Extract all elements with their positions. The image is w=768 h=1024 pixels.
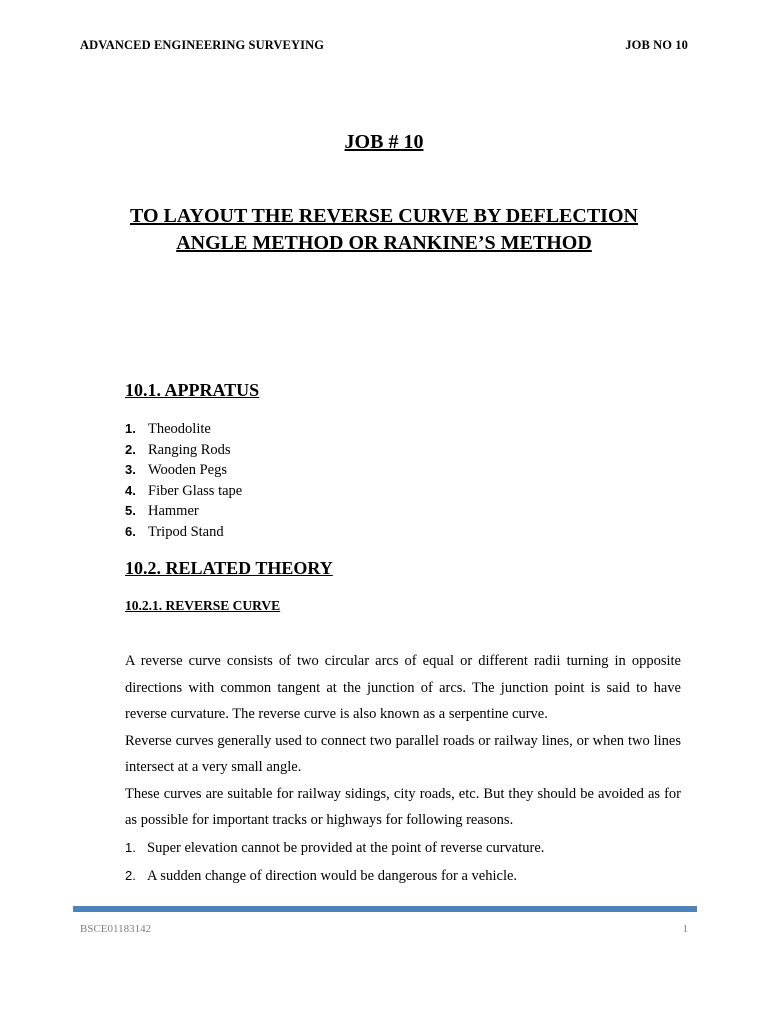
list-item: [125, 862, 681, 890]
document-title-line-1: TO LAYOUT THE REVERSE CURVE BY DEFLECTION: [130, 205, 638, 227]
page-number: 1: [682, 923, 688, 935]
apparatus-list: [125, 419, 242, 542]
list-item-number: 1.: [125, 421, 136, 436]
section-heading-apparatus: 10.1. APPRATUS: [125, 380, 260, 400]
list-item-number: 4.: [125, 482, 136, 498]
footer-student-id: BSCE01183142: [80, 923, 152, 935]
list-item-text: Wooden Pegs: [148, 462, 227, 478]
list-item-number: 5.: [125, 503, 136, 518]
list-item: [125, 522, 242, 543]
paragraph: These curves are suitable for railway sidings, city roads, etc. But they should be avoided as for as possible for important tracks or highways for following reasons.: [125, 785, 681, 828]
list-item-number: 1.: [125, 840, 136, 855]
running-header-title: ADVANCED ENGINEERING SURVEYING: [80, 38, 325, 52]
list-item-number: 6.: [125, 523, 136, 539]
list-item: [125, 834, 681, 862]
list-item-text: Fiber Glass tape: [148, 482, 243, 499]
document-title-line-2: ANGLE METHOD OR RANKINE’S METHOD: [176, 232, 592, 254]
subsection-heading-reverse-curve: 10.2.1. REVERSE CURVE: [125, 598, 281, 613]
list-item: [125, 501, 242, 522]
list-item: [125, 419, 242, 440]
job-title: JOB # 10: [344, 131, 424, 153]
list-item-text: Theodolite: [148, 421, 211, 437]
list-item-text: Super elevation cannot be provided at the point of reverse curvature.: [147, 840, 545, 856]
theory-body: [125, 648, 681, 834]
list-item: [125, 440, 242, 461]
list-item-text: Tripod Stand: [148, 523, 224, 540]
list-item-number: 2.: [125, 868, 136, 883]
list-item: [125, 460, 242, 481]
list-item-number: 2.: [125, 441, 136, 457]
list-item-text: Ranging Rods: [148, 441, 231, 458]
section-heading-related-theory: 10.2. RELATED THEORY: [125, 558, 333, 578]
list-item-text: A sudden change of direction would be dangerous for a vehicle.: [147, 868, 518, 884]
document-title: [84, 203, 684, 257]
list-item-number: 3.: [125, 462, 136, 477]
reasons-list: [125, 834, 681, 890]
paragraph: A reverse curve consists of two circular arcs of equal or different radii turning in opposite directions with common tangent at the junction of arcs. The junction point is said to have reverse curvature. The reverse curve is also known as a serpentine curve.: [125, 653, 681, 722]
list-item: [125, 481, 242, 502]
list-item-text: Hammer: [148, 503, 199, 519]
paragraph: Reverse curves generally used to connect two parallel roads or railway lines, or when two lines intersect at a very small angle.: [125, 732, 681, 775]
footer-divider: [73, 906, 697, 912]
running-header-job: JOB NO 10: [625, 38, 688, 52]
